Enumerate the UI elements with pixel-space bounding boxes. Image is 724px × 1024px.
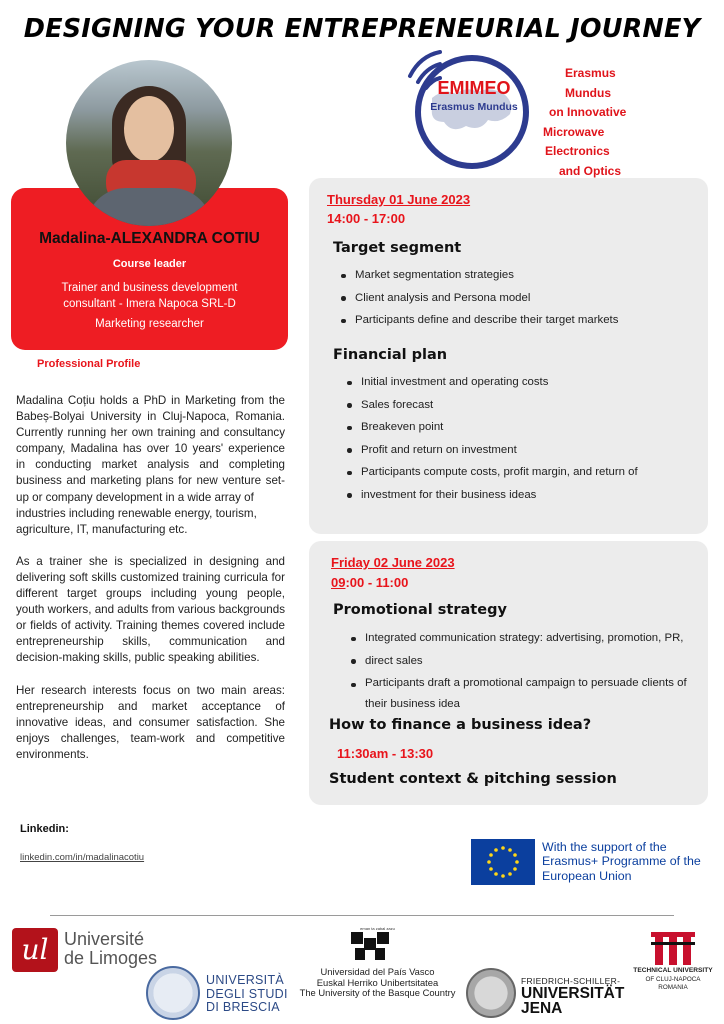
- technical-university-cluj-logo: [625, 930, 721, 990]
- tucn-name-line: TECHNICAL UNIVERSITY: [633, 967, 713, 974]
- upv-name-line: Universidad del País Vasco: [320, 966, 435, 977]
- upv-name-line: Euskal Herriko Unibertsitatea: [316, 976, 439, 988]
- linkedin-link[interactable]: linkedin.com/in/madalinacotiu: [20, 852, 145, 863]
- jena-big-line: JENA: [521, 1000, 563, 1017]
- section-heading-financial-plan: Financial plan: [333, 347, 448, 363]
- day1-date: Thursday 01 June 2023: [327, 192, 471, 207]
- emimeo-logo-word: EMIMEO: [437, 78, 511, 98]
- speaker-name: Madalina-ALEXANDRA COTIU: [39, 230, 260, 247]
- brescia-name-line: UNIVERSITÀ: [206, 973, 285, 987]
- emimeo-line: on Innovative: [549, 105, 627, 120]
- target-segment-list: [339, 264, 618, 332]
- list-item: investment for their business ideas: [345, 484, 638, 507]
- section-heading-promotional-strategy: Promotional strategy: [333, 602, 507, 618]
- limoges-mark-icon: ul: [12, 928, 58, 972]
- financial-plan-list: [345, 371, 638, 507]
- speaker-description: Trainer and business development consultant - Imera Napoca SRL-D: [61, 282, 238, 310]
- professional-profile-heading: Professional Profile: [37, 358, 141, 370]
- jena-seal-icon: [466, 968, 516, 1018]
- bio-paragraph: As a trainer she is specialized in designing and delivering soft skills customized training curricula for different target groups including young people, youth workers, and adults from various backgrounds or fields of activity. Training themes covered include entrepreneurship skills, communication and decision-making skills, public speaking abilities.: [16, 554, 285, 665]
- emimeo-line: Microwave: [543, 124, 605, 139]
- list-item: Integrated communication strategy: advertising, promotion, PR,: [349, 627, 699, 650]
- day2-time2: 11:30am - 13:30: [337, 746, 434, 761]
- universitat-jena-logo: [466, 966, 626, 1024]
- schedule-day2: [309, 541, 708, 805]
- day2-date: Friday 02 June 2023: [331, 555, 455, 570]
- page-title: DESIGNING YOUR ENTREPRENEURIAL JOURNEY: [23, 14, 701, 44]
- upv-tagline: eman ta zabal zazu: [360, 926, 395, 931]
- list-item: Initial investment and operating costs: [345, 371, 638, 394]
- jena-small-text: FRIEDRICH-SCHILLER-: [521, 976, 621, 986]
- brescia-name-line: DI BRESCIA: [206, 1000, 280, 1014]
- list-item: Sales forecast: [345, 394, 638, 417]
- day2-time-rest: :00 - 11:00: [345, 575, 409, 590]
- limoges-name-line: Université: [64, 929, 145, 949]
- schedule-day1: [309, 178, 708, 534]
- list-item: Breakeven point: [345, 416, 638, 439]
- day2-time: [331, 575, 408, 590]
- jena-big-line: UNIVERSITÄT: [521, 985, 625, 1002]
- brescia-seal-icon: [146, 966, 200, 1020]
- limoges-name-line: de Limoges: [64, 948, 158, 968]
- tucn-mark-icon: [651, 930, 695, 966]
- upv-mark-icon: [347, 928, 393, 964]
- emimeo-logo-sub: Erasmus Mundus: [430, 101, 518, 113]
- eu-flag-icon: [471, 839, 535, 885]
- emimeo-line: and Optics: [559, 163, 622, 178]
- list-item: Participants draft a promotional campaign to persuade clients of their business idea: [349, 673, 699, 715]
- bio-paragraph: Her research interests focus on two main areas: entrepreneurship and market acceptance of innovative ideas, and consumer satisfaction. She enjoys challenges, team-work and competitive environments.: [16, 683, 285, 761]
- section-heading-target-segment: Target segment: [333, 240, 462, 256]
- speaker-description-2: Marketing researcher: [95, 318, 204, 330]
- profile-photo: [66, 60, 232, 226]
- day1-time: 14:00 - 17:00: [327, 211, 406, 226]
- tucn-name-line: OF CLUJ-NAPOCA: [645, 976, 701, 983]
- upv-name-line: The University of the Basque Country: [299, 987, 456, 998]
- list-item: Client analysis and Persona model: [339, 287, 618, 310]
- bio-paragraph: industries including renewable energy, tourism, agriculture, IT, manufacturing etc.: [16, 506, 257, 536]
- list-item: Participants compute costs, profit margin, and return of: [345, 461, 638, 484]
- linkedin-label: Linkedin:: [20, 823, 69, 835]
- list-item: Profit and return on investment: [345, 439, 638, 462]
- emimeo-program-text: [541, 64, 641, 182]
- day2-time-hour: 09: [331, 575, 346, 590]
- list-item: Market segmentation strategies: [339, 264, 618, 287]
- universita-brescia-logo: [146, 966, 306, 1024]
- tucn-name-line: ROMANIA: [658, 984, 688, 991]
- section-heading-pitching: Student context & pitching session: [329, 771, 617, 787]
- eu-support-logo: [471, 836, 723, 888]
- promotional-strategy-list: [349, 627, 699, 715]
- eu-support-text: With the support of the Erasmus+ Programme of the European Union: [542, 840, 701, 883]
- emimeo-logo: [402, 48, 542, 172]
- brescia-name-line: DEGLI STUDI: [206, 986, 288, 1001]
- section-heading-finance: How to finance a business idea?: [329, 717, 592, 733]
- university-basque-country-logo: [290, 928, 465, 998]
- speaker-role: Course leader: [112, 258, 187, 270]
- list-item: Participants define and describe their target markets: [339, 309, 618, 332]
- list-item: direct sales: [349, 650, 699, 673]
- emimeo-line: Erasmus Mundus: [565, 66, 616, 100]
- emimeo-line: Electronics: [545, 144, 610, 159]
- footer-divider: [50, 915, 674, 916]
- bio: [16, 393, 285, 763]
- bio-paragraph: Madalina Coțiu holds a PhD in Marketing from the Babeș-Bolyai University in Cluj-Napoca, Romania. Currently running her own training and consultancy company, Madalina has over 10 years' experience in conducting market analysis and completing business and marketing plans for new venture set-up or company development in a wide array of: [16, 394, 285, 504]
